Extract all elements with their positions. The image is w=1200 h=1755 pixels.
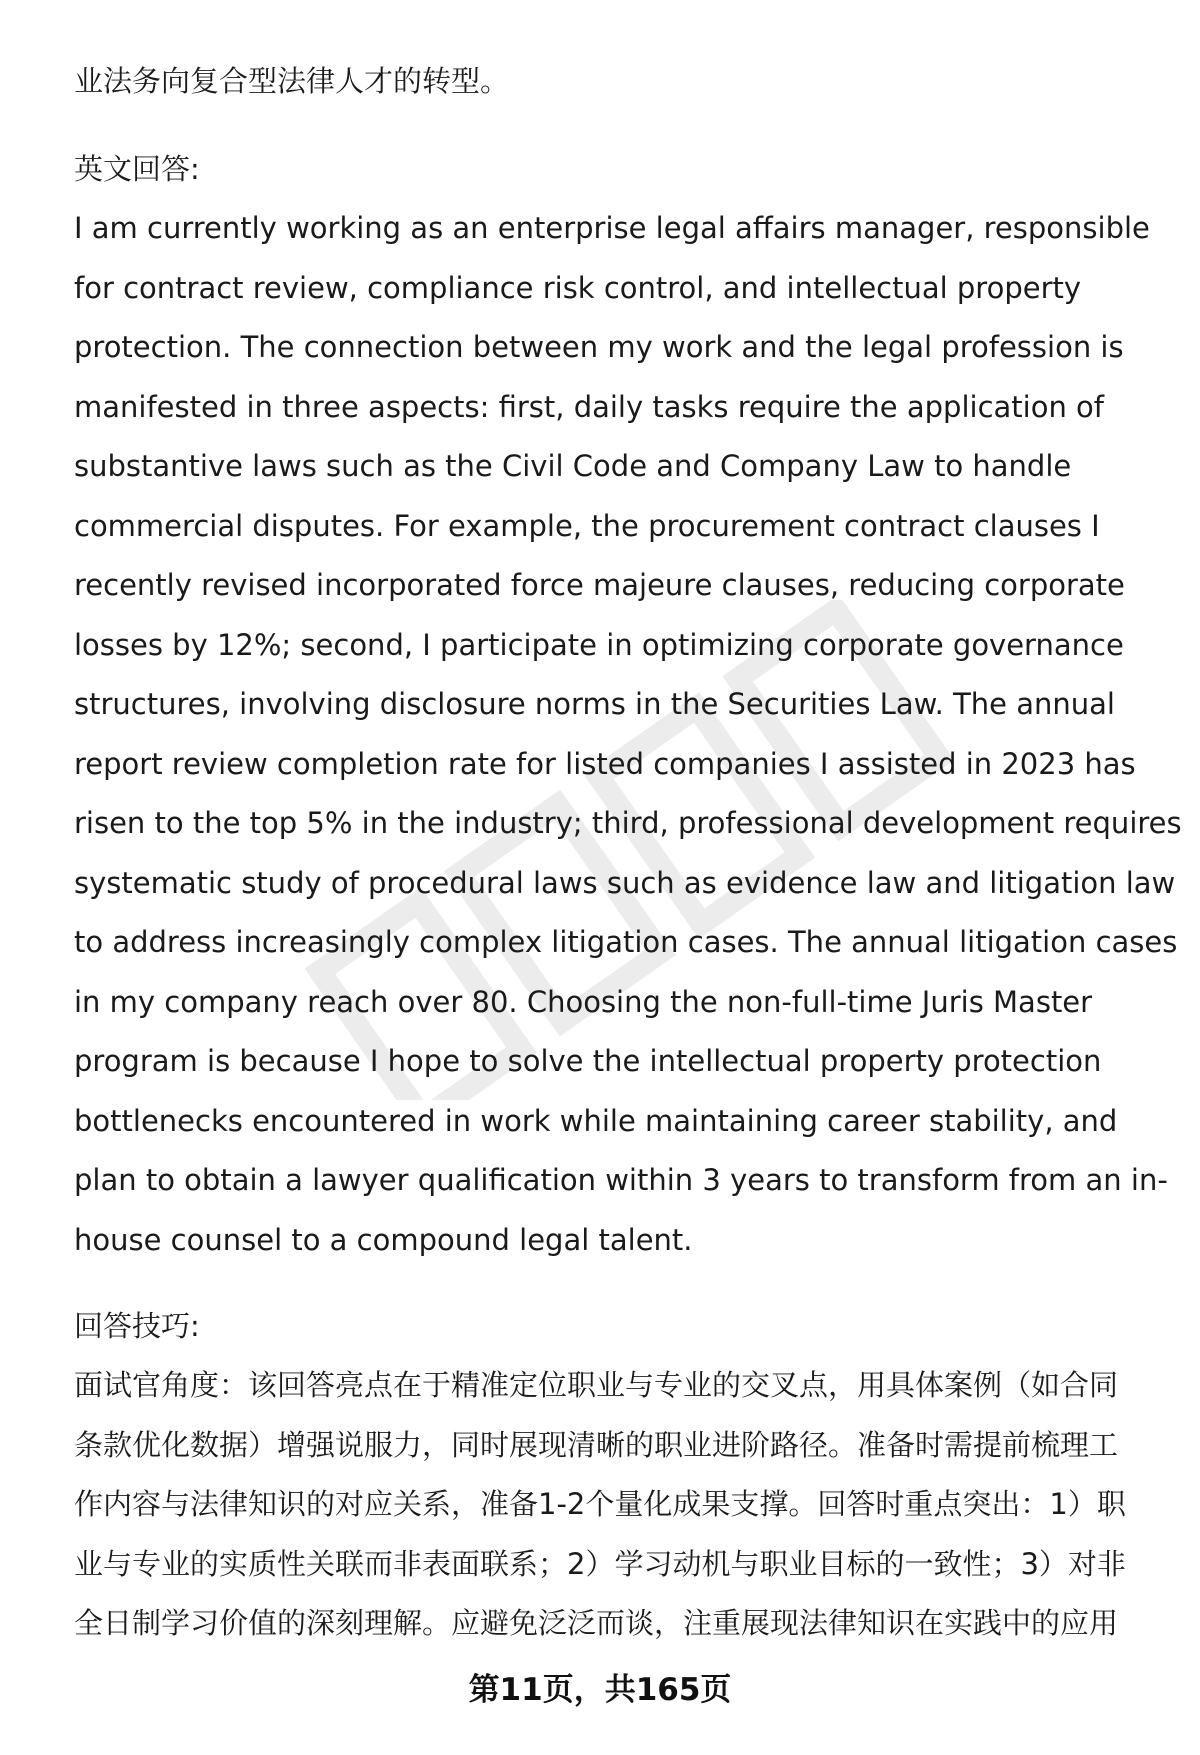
paragraph-line: structures, involving disclosure norms in the Securities Law. The annual bbox=[74, 687, 1115, 721]
paragraph-line: bottlenecks encountered in work while maintaining career stability, and bbox=[74, 1103, 1118, 1138]
paragraph-line: 作内容与法律知识的对应关系，准备1-2个量化成果支撑。回答时重点突出：1）职 bbox=[74, 1487, 1126, 1521]
tips-heading: 回答技巧: bbox=[74, 1309, 200, 1343]
paragraph-line: in my company reach over 80. Choosing the non-full-time Juris Master bbox=[74, 984, 1093, 1019]
paragraph-line: systematic study of procedural laws such as evidence law and litigation law bbox=[74, 865, 1176, 900]
paragraph-line: house counsel to a compound legal talent. bbox=[74, 1222, 693, 1257]
paragraph-line: risen to the top 5% in the industry; third, professional development requires bbox=[74, 806, 1182, 840]
continuation-line: 业法务向复合型法律人才的转型。 bbox=[74, 64, 510, 98]
english-answer-paragraph bbox=[74, 199, 1182, 1270]
paragraph-line: commercial disputes. For example, the procurement contract clauses I bbox=[74, 508, 1100, 543]
paragraph-line: report review completion rate for listed companies I assisted in 2023 has bbox=[74, 746, 1136, 781]
paragraph-line: for contract review, compliance risk control, and intellectual property bbox=[74, 270, 1082, 305]
paragraph-line: I am currently working as an enterprise legal affairs manager, responsible bbox=[74, 211, 1150, 245]
paragraph-line: manifested in three aspects: first, daily tasks require the application of bbox=[74, 389, 1105, 424]
paragraph-line: recently revised incorporated force majeure clauses, reducing corporate bbox=[74, 568, 1125, 602]
paragraph-line: substantive laws such as the Civil Code and Company Law to handle bbox=[74, 449, 1072, 483]
paragraph-line: losses by 12%; second, I participate in optimizing corporate governance bbox=[74, 627, 1124, 662]
english-answer-heading: 英文回答: bbox=[74, 152, 200, 186]
paragraph-line: 条款优化数据）增强说服力，同时展现清晰的职业进阶路径。准备时需提前梳理工 bbox=[74, 1427, 1119, 1462]
page-number-footer: 第11页，共165页 bbox=[468, 1672, 732, 1708]
paragraph-line: 面试官角度：该回答亮点在于精准定位职业与专业的交叉点，用具体案例（如合同 bbox=[74, 1368, 1119, 1402]
paragraph-line: protection. The connection between my work and the legal profession is bbox=[74, 330, 1124, 364]
paragraph-line: program is because I hope to solve the intellectual property protection bbox=[74, 1044, 1102, 1078]
paragraph-line: to address increasingly complex litigation cases. The annual litigation cases bbox=[74, 925, 1178, 959]
tips-paragraph bbox=[74, 1356, 1164, 1654]
paragraph-line: plan to obtain a lawyer qualification within 3 years to transform from an in- bbox=[74, 1163, 1168, 1197]
paragraph-line: 全日制学习价值的深刻理解。应避免泛泛而谈，注重展现法律知识在实践中的应用 bbox=[74, 1606, 1119, 1640]
paragraph-line: 业与专业的实质性关联而非表面联系；2）学习动机与职业目标的一致性；3）对非 bbox=[74, 1546, 1126, 1581]
